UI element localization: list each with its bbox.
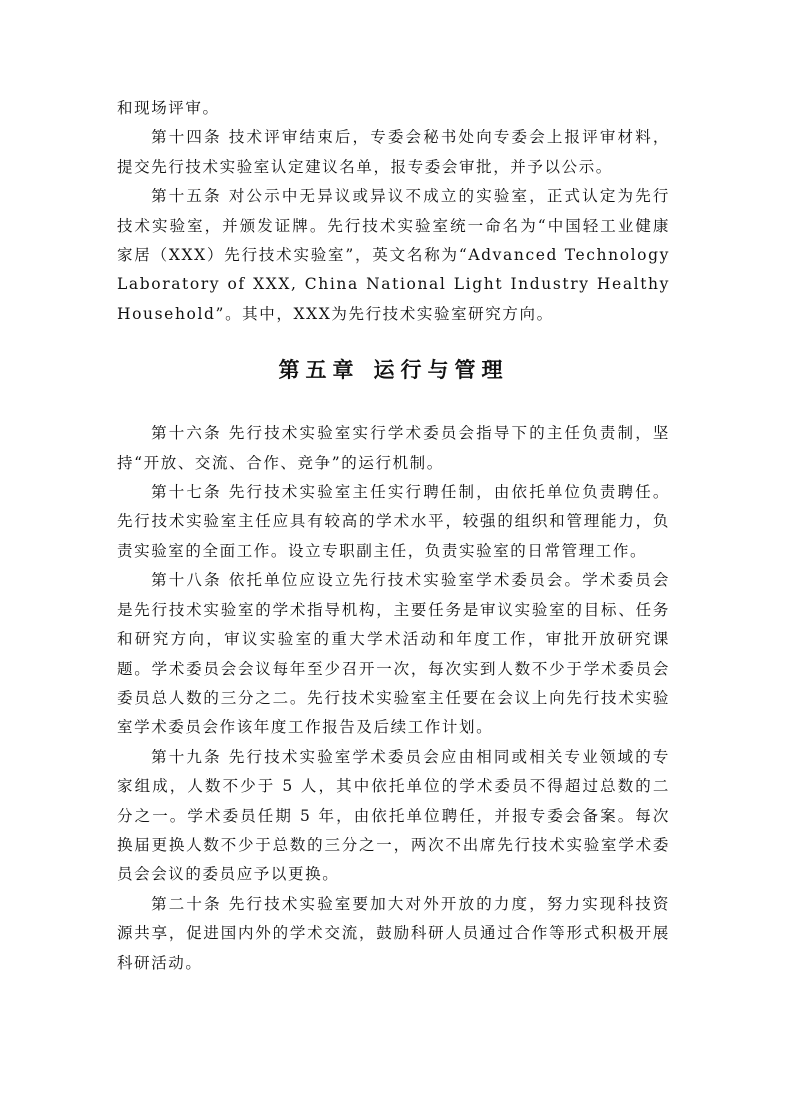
article-19: 第十九条 先行技术实验室学术委员会应由相同或相关专业领域的专 家组成，人数不少于 5 人，其中依托单位的学术委员不得超过总数的二分之一。学术委员任期 5 年，由依托单位聘任，并报专委会备案。每次换届更换人数不少于总数的三分之一，两次不出席先行技术实验室学术委员会会议的委员应予以更换。 bbox=[117, 747, 670, 884]
article-14: 第十四条 技术评审结束后，专委会秘书处向专委会上报评审材料，提交先行技术实验室认定建议名单，报专委会审批，并予以公示。 bbox=[117, 128, 670, 176]
chapter-title: 运行与管理 bbox=[373, 358, 509, 383]
document-page bbox=[117, 94, 670, 978]
paragraph-continuation: 和现场评审。 bbox=[117, 99, 220, 117]
chapter-number: 第五章 bbox=[278, 358, 360, 383]
article-16: 第十六条 先行技术实验室实行学术委员会指导下的主任负责制，坚 持“开放、交流、合作、竞争”的运行机制。 bbox=[117, 424, 670, 472]
article-17: 第十七条 先行技术实验室主任实行聘任制，由依托单位负责聘任。 先行技术实验室主任应具有较高的学术水平，较强的组织和管理能力，负责实验室的全面工作。设立专职副主任，负责实验室的日常管理工作。 bbox=[117, 483, 670, 560]
chapter-heading bbox=[117, 355, 670, 385]
article-18: 第十八条 依托单位应设立先行技术实验室学术委员会。学术委员会是先行技术实验室的学术指导机构，主要任务是审议实验室的目标、任务和研究方向，审议实验室的重大学术活动和年度工作，审批开放研究课题。学术委员会会议每年至少召开一次，每次实到人数不少于学术委员会委员总人数的三分之二。先行技术实验室主任要在会议上向先行技术实验室学术委员会作该年度工作报告及后续工作计划。 bbox=[117, 571, 670, 737]
article-20: 第二十条 先行技术实验室要加大对外开放的力度，努力实现科技资 源共享，促进国内外的学术交流，鼓励科研人员通过合作等形式积极开展科研活动。 bbox=[117, 894, 670, 972]
article-15: 第十五条 对公示中无异议或异议不成立的实验室，正式认定为先行技术实验室，并颁发证牌。先行技术实验室统一命名为“中国轻工业健康家居（XXX）先行技术实验室”，英文名称为“Advanced Technology Laboratory of XXX, China National Light Industry Healthy Household”。其中，XXX为先行技术实验室研究方向。 bbox=[117, 187, 670, 323]
